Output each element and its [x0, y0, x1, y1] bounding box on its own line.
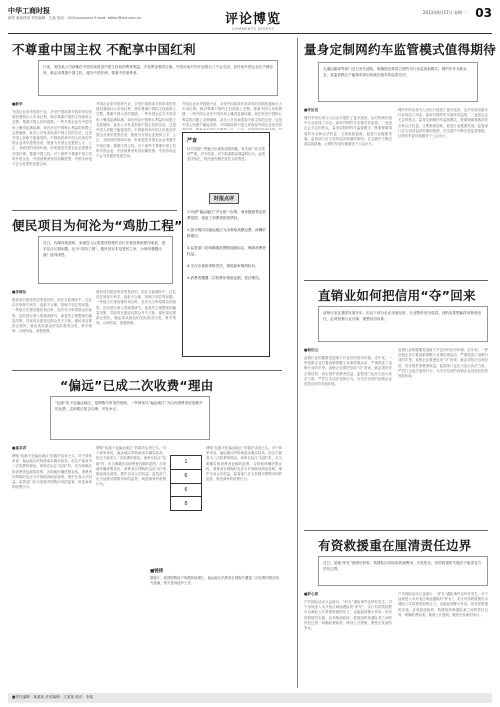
sidebar-tag: 时报点评	[209, 193, 239, 204]
number-cell: 1	[171, 456, 201, 470]
body-a6-col2: 户外探险活动日益流行，“驴友”遇险事件也时有发生。对于违规进入未开发区域而遇险的“驴友”，实行有偿救援既可以减轻公共救援资源的压力，也能起到警示作用。但有偿救援的实施，必须厘清政府、救援组织和遇险者之间的责任边界，明确收费标准，做到公开透明，避免引发新的争议。	[398, 592, 488, 617]
divider-a4	[304, 280, 488, 281]
byline-a3: ■童其君	[12, 446, 27, 450]
body-a1-col2: 外国企业来华投资兴业，享受中国改革开放带来的发展机遇和巨大市场红利，理应尊重中国的主权和领土完整，尊重中国人民的感情。一些外国企业在中国市场上赚得盆满钵满，却在涉及中国核心利益的问题上态度暧昧，甚至公开发表损害中国主权的言论，这是中国人民绝不能接受的。中国政府和中国人民欢迎外国企业来华投资经营，愿意为外国企业提供公平、公正、非歧视的营商环境，但前提是外国企业必须遵守中国法律，尊重中国主权。对于那些不尊重中国主权的外国企业，中国消费者有权用脚投票，中国市场也不会为其提供发展空间。	[96, 102, 176, 159]
body-a2-col1: 便民项目建设的初衷是好的，但在实际操作中，往往存在规划不科学、选址不合理、管理不到位等问题。一些地方在建设便民项目时，没有充分听取群众的意见，没有进行深入的调查研究，而是凭主观想象拍脑袋决策，导致项目建成后群众并不买账。便民项目要真正便民，就必须从群众的实际需求出发，科学规划、合理布局、加强管理。	[12, 298, 92, 334]
headline-a3[interactable]: “偏远”已成二次收费“理由	[60, 378, 214, 393]
headline-a2[interactable]: 便民项目为何沦为“鸡肋工程”	[12, 218, 183, 233]
byline-a4: ■评论员	[304, 108, 319, 112]
byline-a5: ■杨伯云	[304, 348, 319, 352]
sidebar-point: 3.监管部门应明确规范网购包邮标注，保障消费者权益。	[187, 246, 266, 256]
body-a1-col1: 外国企业来华投资兴业，享受中国改革开放带来的发展机遇和巨大市场红利，理应尊重中国的主权和领土完整，尊重中国人民的感情。一些外国企业在中国市场上赚得盆满钵满，却在涉及中国核心利益的问题上态度暧昧，甚至公开发表损害中国主权的言论，这是中国人民绝不能接受的。中国政府和中国人民欢迎外国企业来华投资经营，愿意为外国企业提供公平、公正、非歧视的营商环境，但前提是外国企业必须遵守中国法律，尊重中国主权。对于那些不尊重中国主权的外国企业，中国消费者有权用脚投票，中国市场也不会为其提供发展空间。	[12, 110, 92, 167]
body-a2-col2: 便民项目建设的初衷是好的，但在实际操作中，往往存在规划不科学、选址不合理、管理不到位等问题。一些地方在建设便民项目时，没有充分听取群众的意见，没有进行深入的调查研究，而是凭主观想象拍脑袋决策，导致项目建成后群众并不买账。便民项目要真正便民，就必须从群众的实际需求出发，科学规划、合理布局、加强管理。	[96, 290, 176, 326]
body-a5-col1: 直销行业的健康发展离不开良好的信用环境。近年来，一些直销企业打着直销的幌子从事传销活动，严重损害了直销行业的声誉。直销企业要把信用“夺”回来，就必须依法合规经营，切实保护消费者权益。监管部门也应当加大执法力度，严厉打击违法违规行为，为守法经营的直销企业营造良好的发展环境。	[304, 356, 392, 387]
body-a4-col2: 网约车的出现为人们出行提供了更多选择，也对传统出租车行业形成了冲击。如何对网约车实施有效监管，一直是社会关注的焦点。量身定制网约车监管模式，既要保障乘客的安全和合法权益，又要鼓励创新，促进行业健康发展。监管部门应当坚持包容审慎的原则，在实践中不断完善监管措施，让网约车更好地服务于公众出行。	[398, 108, 488, 139]
divider-a5	[304, 530, 488, 531]
body-a6-col1: 户外探险活动日益流行，“驴友”遇险事件也时有发生。对于违规进入未开发区域而遇险的“驴友”，实行有偿救援既可以减轻公共救援资源的压力，也能起到警示作用。但有偿救援的实施，必须厘清政府、救援组织和遇险者之间的责任边界，明确收费标准，做到公开透明，避免引发新的争议。	[304, 600, 392, 631]
byline-a6: ■舒心萍	[304, 592, 319, 596]
byline-a1: ■新华	[12, 102, 23, 106]
summary-a1: 日前，美国某公司涉嫌在中国市场损害中国主权和消费者利益，引发舆论强烈反响。中国市场对外开放的大门不会关闭，但任何外国企业在中国经营，都必须尊重中国主权，遵守中国法律，尊重中国消费者。	[38, 60, 278, 96]
body-a3-col1: 网购“包邮不包偏远地区”的做法由来已久。对于商家来说，偏远地区的物流成本确实较高，但这不能成为二次收费的理由。商家在标注“包邮”时，应当明确告知消费者包邮的范围，否则就涉嫌虚假宣传。消费者在网购时也应当仔细阅读商品说明，维护自身合法权益。监管部门应当加强对网购市场的监管，规范商家的收费行为。	[12, 454, 92, 490]
body-a3-col2: 网购“包邮不包偏远地区”的做法由来已久。对于商家来说，偏远地区的物流成本确实较高，但这不能成为二次收费的理由。商家在标注“包邮”时，应当明确告知消费者包邮的范围，否则就涉嫌虚假宣传。消费者在网购时也应当仔细阅读商品说明，维护自身合法权益。监管部门应当加强对网购市场的监管，规范商家的收费行为。	[96, 446, 166, 487]
section-title: 评论博览	[224, 12, 281, 27]
headline-a1[interactable]: 不尊重中国主权 不配享中国红利	[12, 42, 196, 57]
col-body: 针对近期一些地方出现的违规问题，有关部门应当依法严查，决不姑息。对于损害群众利益的行为，必须坚决纠正，依法追究相关责任人的责任。	[187, 147, 265, 161]
paper-sub: 副刊 新闻热线 责任编辑：王某 电话：(010)xxxxxxxx E-mail: editor@cbt.com.cn	[8, 16, 141, 20]
summary-a4: 交通运输部等部门近日发布通知，明确提出要建立网约车行业监管新模式。网约车作为新业态，其监管模式不能简单套用传统出租车的监管办法。	[318, 62, 478, 102]
summary-a5: 直销行业在我国发展多年，但由于部分企业违规经营，行业整体信用受损。直销业要想赢得消费者信任，必须加强行业自律，重塑信用体系。	[318, 306, 488, 342]
section-en: COMMENTS DIGEST	[231, 27, 275, 31]
masthead-rule	[8, 33, 492, 34]
issue-date: 2013年6月17日 星期一	[422, 10, 466, 15]
sidebar-points	[187, 209, 267, 281]
number-cell: 6	[171, 484, 201, 498]
divider-a2	[12, 370, 282, 371]
body-a1-col3: 外国企业来华投资兴业，享受中国改革开放带来的发展机遇和巨大市场红利，理应尊重中国的主权和领土完整，尊重中国人民的感情。一些外国企业在中国市场上赚得盆满钵满，却在涉及中国核心利益的问题上态度暧昧，甚至公开发表损害中国主权的言论，这是中国人民绝不能接受的。中国政府和中国人民欢迎外国企业来华投	[182, 102, 282, 127]
summary-a3: “包邮”但不包偏远地区，是网购中常见的现象。一些商家以“偏远地区”为由向消费者收取额外的运费，这种做法是否合理，引发争议。	[50, 396, 210, 440]
headline-a4[interactable]: 量身定制网约车监管模式值得期待	[304, 42, 497, 57]
summary-a6: 近日，某地“驴友”被困后获救，救援队向其收取救援费用，引发热议。有偿救援的关键在于厘清各方责任边界。	[318, 556, 488, 586]
column-divider	[297, 38, 298, 688]
link-body: 据统计，我国网购用户规模持续增长，偏远地区消费者在网购中遭遇二次收费的情况较为普遍，相关投诉逐年上升。	[150, 576, 279, 586]
sidebar-point: 1.所谓“偏远地区”并无统一标准，商家随意界定收费范围，侵害了消费者的知情权。	[187, 210, 267, 220]
section-banner	[213, 8, 293, 31]
number-box	[170, 455, 202, 511]
paper-name: 中华工商时报	[8, 7, 50, 15]
number-cell: 6	[171, 470, 201, 484]
divider-a1	[12, 210, 177, 211]
sidebar-point: 4.平台应承担审核责任，督促商家明码标价。	[187, 264, 259, 268]
masthead	[8, 6, 492, 32]
body-a5-col2: 直销行业的健康发展离不开良好的信用环境。近年来，一些直销企业打着直销的幌子从事传销活动，严重损害了直销行业的声誉。直销企业要把信用“夺”回来，就必须依法合规经营，切实保护消费者权益。监管部门也应当加大执法力度，严厉打击违法违规行为，为守法经营的直销企业营造良好的发展环境。	[398, 348, 488, 379]
headline-a6[interactable]: 有资救援重在厘清责任边界	[318, 538, 472, 553]
link-tag: ■链接	[150, 569, 164, 574]
body-a4-col1: 网约车的出现为人们出行提供了更多选择，也对传统出租车行业形成了冲击。如何对网约车实施有效监管，一直是社会关注的焦点。量身定制网约车监管模式，既要保障乘客的安全和合法权益，又要鼓励创新，促进行业健康发展。监管部门应当坚持包容审慎的原则，在实践中不断完善监管措施，让网约车更好地服务于公众出行。	[304, 116, 392, 147]
link-note	[150, 568, 280, 648]
byline-a2: ■李晓东	[12, 290, 27, 294]
headline-a5[interactable]: 直销业如何把信用“夺”回来	[318, 288, 476, 303]
commentary-box	[182, 132, 270, 357]
body-a3-col3: 网购“包邮不包偏远地区”的做法由来已久。对于商家来说，偏远地区的物流成本确实较高，但这不能成为二次收费的理由。商家在标注“包邮”时，应当明确告知消费者包邮的范围，否则就涉嫌虚假宣传。消费者在网购时也应当仔细阅读商品说明，维护自身合法权益。监管部门应当加强对网购市场的监管，规范商家的收费行为。	[206, 446, 282, 482]
number-cell: 8	[184, 500, 188, 507]
sidebar-point: 5.消费者遭遇二次收费应保留证据，依法维权。	[187, 276, 263, 280]
summary-a2: 近日，有媒体报道称，某地投入巨资建设的便民自行车租赁系统使用率低，很多站点长期闲置，沦为“鸡肋工程”。便民项目本是惠民之举，为何却遭遇冷落？值得深思。	[38, 236, 173, 284]
page-number: 03	[475, 6, 492, 20]
page-footer: ■责任编辑：林某某 美术编辑：王某某 校对：李某	[8, 693, 492, 703]
sidebar-point: 2.部分网店以偏远地区为由收取高额运费，涉嫌价格欺诈。	[187, 228, 266, 238]
col-tag: 严查	[187, 138, 198, 144]
